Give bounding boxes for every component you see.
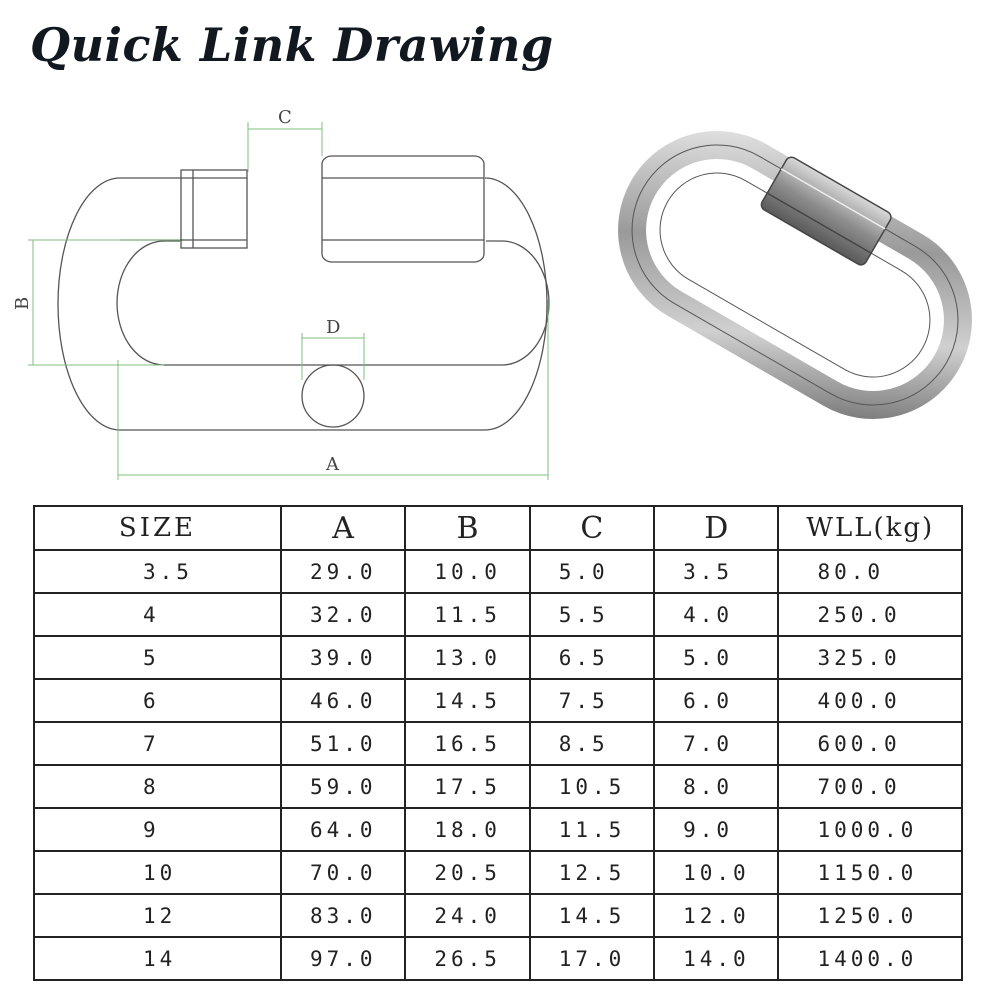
quick-link-drawing (0, 100, 600, 490)
table-cell: 3.5 (654, 550, 778, 593)
table-cell: 4.0 (654, 593, 778, 636)
table-cell: 17.0 (530, 937, 654, 980)
table-cell: 46.0 (281, 679, 405, 722)
table-row (34, 808, 962, 851)
table-cell: 9 (34, 808, 281, 851)
table-cell: 11.5 (405, 593, 529, 636)
table-cell: 7.5 (530, 679, 654, 722)
table-cell: 6.5 (530, 636, 654, 679)
table-cell: 12.0 (654, 894, 778, 937)
header-b: B (405, 506, 529, 550)
table-cell: 51.0 (281, 722, 405, 765)
table-cell: 13.0 (405, 636, 529, 679)
table-cell: 8.0 (654, 765, 778, 808)
table-cell: 59.0 (281, 765, 405, 808)
table-cell: 7.0 (654, 722, 778, 765)
table-cell: 18.0 (405, 808, 529, 851)
table-row (34, 593, 962, 636)
table-cell: 6 (34, 679, 281, 722)
table-row (34, 765, 962, 808)
table-cell: 10.5 (530, 765, 654, 808)
table-cell: 10 (34, 851, 281, 894)
table-row (34, 894, 962, 937)
header-size: SIZE (34, 506, 281, 550)
table-cell: 5.0 (654, 636, 778, 679)
header-wll: WLL(kg) (778, 506, 962, 550)
table-cell: 7 (34, 722, 281, 765)
table-cell: 12 (34, 894, 281, 937)
table-cell: 1400.0 (778, 937, 962, 980)
table-cell: 250.0 (778, 593, 962, 636)
thread-stub (181, 170, 247, 248)
table-header-row (34, 506, 962, 550)
table-row (34, 937, 962, 980)
table-cell: 1250.0 (778, 894, 962, 937)
table-cell: 6.0 (654, 679, 778, 722)
table-cell: 70.0 (281, 851, 405, 894)
hex-sleeve (322, 156, 484, 262)
table-cell: 400.0 (778, 679, 962, 722)
table-cell: 26.5 (405, 937, 529, 980)
table-cell: 14.5 (530, 894, 654, 937)
table-cell: 1000.0 (778, 808, 962, 851)
page-title: Quick Link Drawing (30, 18, 554, 72)
table-cell: 10.0 (654, 851, 778, 894)
table-row (34, 550, 962, 593)
table-cell: 12.5 (530, 851, 654, 894)
header-d: D (654, 506, 778, 550)
spec-table (33, 505, 963, 981)
table-cell: 80.0 (778, 550, 962, 593)
table-cell: 8 (34, 765, 281, 808)
dimension-label-a: A (326, 454, 339, 475)
table-cell: 29.0 (281, 550, 405, 593)
table-cell: 8.5 (530, 722, 654, 765)
table-cell: 4 (34, 593, 281, 636)
table-cell: 20.5 (405, 851, 529, 894)
table-cell: 32.0 (281, 593, 405, 636)
table-row (34, 679, 962, 722)
table-cell: 39.0 (281, 636, 405, 679)
table-row (34, 722, 962, 765)
header-c: C (530, 506, 654, 550)
table-cell: 24.0 (405, 894, 529, 937)
table-cell: 14.5 (405, 679, 529, 722)
table-cell: 700.0 (778, 765, 962, 808)
table-cell: 10.0 (405, 550, 529, 593)
dimension-label-c: C (278, 107, 292, 128)
hex-sleeve-photo (759, 155, 893, 267)
table-cell: 9.0 (654, 808, 778, 851)
table-row (34, 851, 962, 894)
table-cell: 5.5 (530, 593, 654, 636)
table-cell: 83.0 (281, 894, 405, 937)
table-cell: 3.5 (34, 550, 281, 593)
table-cell: 14.0 (654, 937, 778, 980)
table-cell: 64.0 (281, 808, 405, 851)
table-cell: 11.5 (530, 808, 654, 851)
link-inner-contour-body (117, 241, 549, 365)
table-cell: 325.0 (778, 636, 962, 679)
table-cell: 5.0 (530, 550, 654, 593)
quick-link-photo (600, 120, 990, 430)
table-cell: 5 (34, 636, 281, 679)
header-a: A (281, 506, 405, 550)
table-cell: 600.0 (778, 722, 962, 765)
table-cell: 14 (34, 937, 281, 980)
table-cell: 97.0 (281, 937, 405, 980)
table-row (34, 636, 962, 679)
dimension-label-b: B (12, 296, 33, 310)
dimension-label-d: D (326, 317, 341, 338)
table-cell: 16.5 (405, 722, 529, 765)
table-cell: 1150.0 (778, 851, 962, 894)
table-cell: 17.5 (405, 765, 529, 808)
wire-section (302, 365, 364, 427)
